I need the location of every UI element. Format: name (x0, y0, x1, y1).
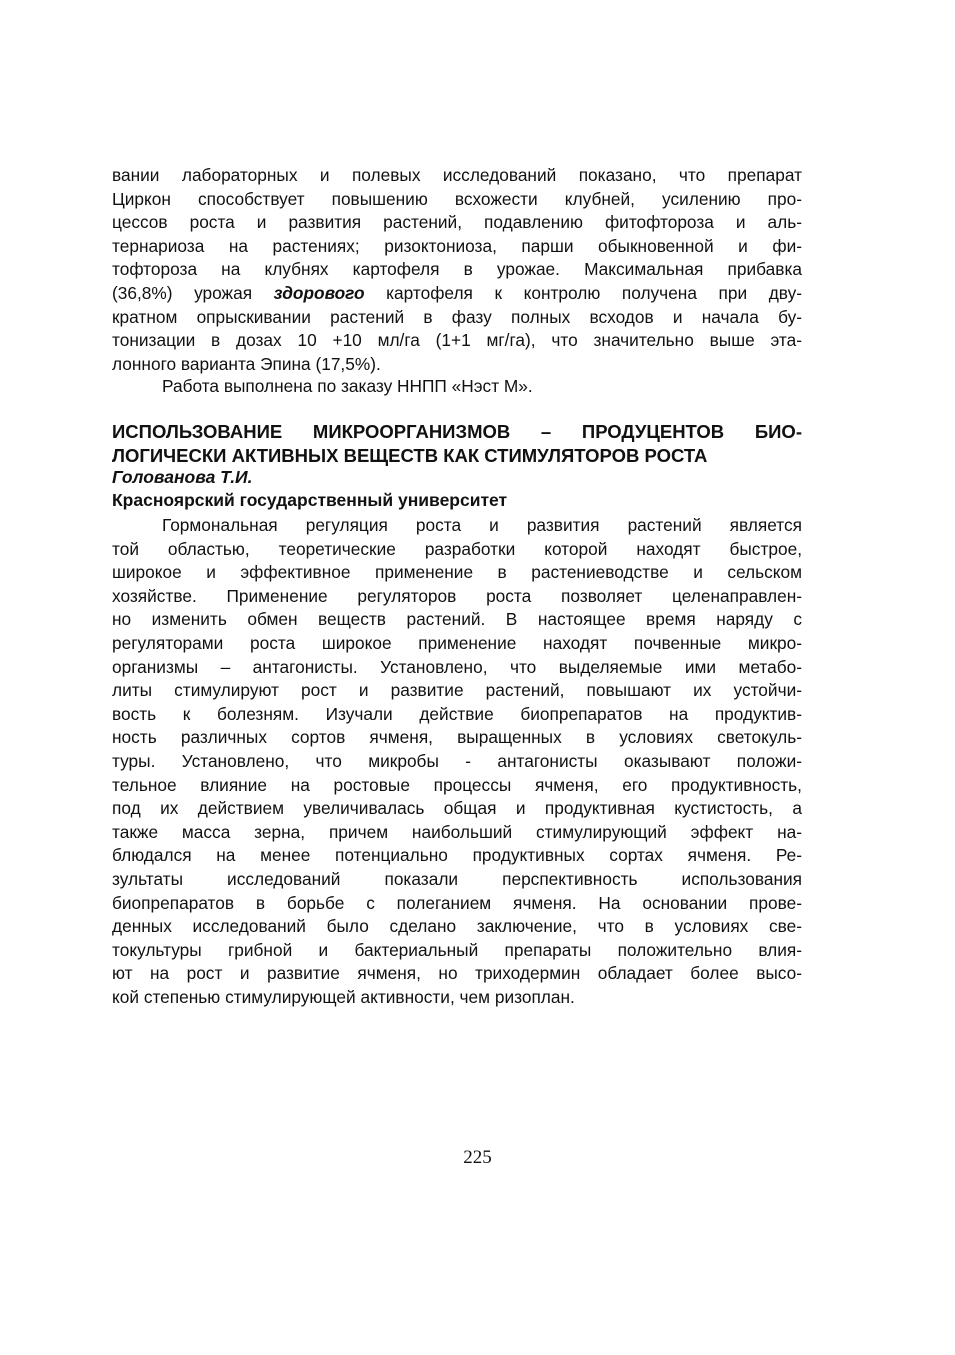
text-line: литы стимулируют рост и развитие растений, повышают их устойчи- (112, 680, 802, 701)
text-line: тофтороза на клубнях картофеля в урожае. Максимальная прибавка (112, 259, 802, 280)
text-line: цессов роста и развития растений, подавлению фитофтороза и аль- (112, 212, 802, 233)
previous-article-continuation (112, 164, 802, 376)
text-line: ность различных сортов ячменя, выращенных в условиях светокуль- (112, 727, 802, 748)
text-line: блюдался на менее потенциально продуктивных сортах ячменя. Ре- (112, 845, 802, 866)
emphasized-word: здорового (273, 282, 365, 303)
text-line: вость к болезням. Изучали действие биопрепаратов на продуктив- (112, 703, 802, 724)
article-title (112, 420, 802, 468)
text-line: той областью, теоретические разработки которой находят быстрое, (112, 538, 802, 559)
text-line: денных исследований было сделано заключение, что в условиях све- (112, 916, 802, 937)
text-line: хозяйстве. Применение регуляторов роста позволяет целенаправлен- (112, 585, 802, 606)
text-line: зультаты исследований показали перспективность использования (112, 868, 802, 889)
acknowledgement-text: Работа выполнена по заказу ННПП «Нэст М». (162, 376, 533, 396)
text-line: но изменить обмен веществ растений. В настоящее время наряду с (112, 609, 802, 630)
text-line: биопрепаратов в борьбе с полеганием ячменя. На основании прове- (112, 892, 802, 913)
text-line: туры. Установлено, что микробы - антагонисты оказывают положи- (112, 750, 802, 771)
text-line: кратном опрыскивании растений в фазу полных всходов и начала бу- (112, 306, 802, 327)
text-line: широкое и эффективное применение в растениеводстве и сельском (112, 562, 802, 583)
text-line: тельное влияние на ростовые процессы ячменя, его продуктивность, (112, 774, 802, 795)
text-fragment: картофеля к контролю получена при дву- (364, 282, 802, 303)
text-line: лонного варианта Эпина (17,5%). (112, 353, 381, 374)
text-line: регуляторами роста широкое применение находят почвенные микро- (112, 632, 802, 653)
text-line: токультуры грибной и бактериальный препараты положительно влия- (112, 939, 802, 960)
page-number: 225 (463, 1147, 492, 1168)
article-author: Голованова Т.И. (112, 467, 253, 487)
title-line: ЛОГИЧЕСКИ АКТИВНЫХ ВЕЩЕСТВ КАК СТИМУЛЯТОРОВ РОСТА (112, 445, 708, 466)
article-abstract (112, 514, 802, 1009)
text-line-with-emphasis (112, 282, 802, 306)
text-line: Гормональная регуляция роста и развития растений является (162, 515, 802, 535)
text-line: также масса зерна, причем наибольший стимулирующий эффект на- (112, 821, 802, 842)
text-fragment: (36,8%) урожая (112, 282, 274, 303)
text-line: кой степенью стимулирующей активности, чем ризоплан. (112, 986, 575, 1007)
text-line: ют на рост и развитие ячменя, но триходермин обладает более высо- (112, 963, 802, 984)
text-line: под их действием увеличивалась общая и продуктивная кустистость, а (112, 798, 802, 819)
text-line: вании лабораторных и полевых исследований показано, что препарат (112, 165, 802, 185)
text-line: Циркон способствует повышению всхожести клубней, усилению про- (112, 188, 802, 209)
acknowledgement-paragraph (112, 375, 802, 399)
text-line: организмы – антагонисты. Установлено, что выделяемые ими метабо- (112, 656, 802, 677)
text-line: тонизации в дозах 10 +10 мл/га (1+1 мг/га), что значительно выше эта- (112, 330, 802, 351)
text-line: тернариоза на растениях; ризоктониоза, парши обыкновенной и фи- (112, 235, 802, 256)
author-affiliation: Красноярский государственный университет (112, 490, 508, 510)
title-line: ИСПОЛЬЗОВАНИЕ МИКРООРГАНИЗМОВ – ПРОДУЦЕНТОВ БИО- (112, 421, 802, 442)
